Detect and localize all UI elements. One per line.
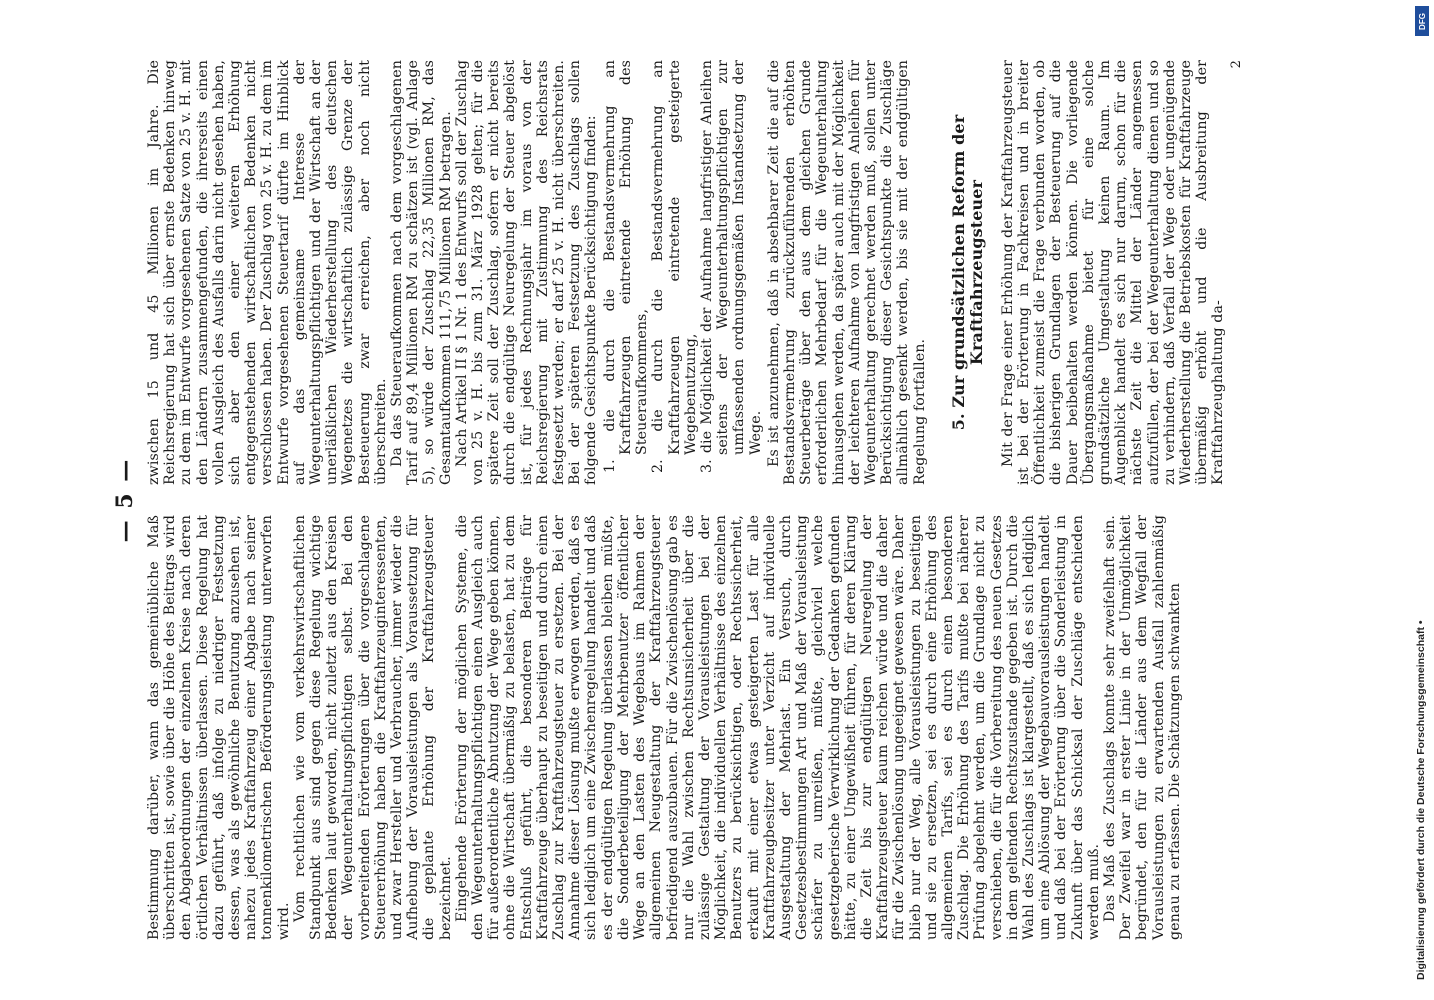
text-columns bbox=[146, 60, 1306, 940]
paragraph: Mit der Frage einer Erhöhung der Kraftfahrzeugsteuer ist bei der Erörterung in Fachkreisen und in breiter Öffentlichkeit zumeist die Frage verbunden worden, ob die bisherigen Grundlagen der Besteuerung auf die Dauer beibehalten werden können. Die vorliegende Übergangsmaßnahme bietet für eine solche grundsätzliche Umgestaltung keinen Raum. Im Augenblick handelt es sich nur darum, schon für die nächste Zeit die Mittel der Länder angemessen aufzufüllen, der bei der Wegeunterhaltung dienen und so zu verhindern, daß Verfall der Wege oder ungenügende Wiederherstellung die Betriebskosten für Kraftfahrzeuge übermäßig erhöht und die Ausbreitung der Kraftfahrzeughaltung da- bbox=[999, 60, 1227, 485]
paragraph: Da das Steueraufkommen nach dem vorgeschlagenen Tarif auf 89,4 Millionen RM zu schätzen ist (vgl. Anlage 5), so würde der Zuschlag 22,35 Millionen RM, das Gesamtaufkommen 111,75 Millionen RM betragen. bbox=[389, 60, 454, 485]
paragraph: zwischen 15 und 45 Millionen im Jahre. Die Reichsregierung hat sich über ernste Bedenken hinweg zu dem im Entwurfe vorgesehenen Satze von 25 v. H. mit den Ländern zusammengefunden, die ihrerseits einen vollen Ausgleich des Ausfalls darin nicht gesehen haben, sich aber den einer weiteren Erhöhung entgegenstehenden wirtschaftlichen Bedenken nicht verschlossen haben. Der Zuschlag von 25 v. H. zu dem im Entwurfe vorgesehenen Steuertarif dürfte im Hinblick auf das gemeinsame Interesse der Wegeunterhaltungspflichtigen und der Wirtschaft an der unerläßlichen Wiederherstellung des deutschen Wegenetzes die wirtschaftlich zulässige Grenze der Besteuerung zwar erreichen, aber noch nicht überschreiten. bbox=[146, 60, 389, 485]
digitization-credit: Digitalisierung gefördert durch die Deutsche Forschungsgemeinschaft • bbox=[1415, 620, 1427, 980]
paragraph: Bestimmung darüber, wann das gemeinübliche Maß überschritten ist, sowie über die Höhe des Beitrags wird den Abgabeordnungen der einzelnen Kreise nach deren örtlichen Verhältnissen überlassen. Diese Regelung hat dazu geführt, daß infolge zu niedriger Festsetzung dessen, was als gewöhnliche Benutzung anzusehen ist, nahezu jedes Kraftfahrzeug einer Abgabe nach seiner tonnenkilometrischen Beförderungsleistung unterworfen wird. bbox=[146, 515, 292, 940]
list-item: 2. die durch die Bestandsvermehrung an Kraftfahrzeugen eintretende gesteigerte Wegebenutzung, bbox=[650, 60, 699, 473]
digitization-sidebar bbox=[1410, 0, 1434, 1000]
paragraph: Vom rechtlichen wie vom verkehrswirtschaftlichen Standpunkt aus sind gegen diese Regelung wichtige Bedenken laut geworden, nicht zuletzt aus den Kreisen der Wegeunterhaltungspflichtigen selbst. Bei den vorbereitenden Erörterungen über die vorgeschlagene Steuererhöhung haben die Kraftfahrzeuginteressenten, und zwar Hersteller und Verbraucher, immer wieder die Aufhebung der Vorausleistungen als Voraussetzung für die geplante Erhöhung der Kraftfahrzeugsteuer bezeichnet. bbox=[291, 515, 454, 940]
rotated-document bbox=[112, 60, 1310, 940]
footer-number: 2 bbox=[1228, 60, 1244, 69]
list-item: 3. die Möglichkeit der Aufnahme langfristiger Anleihen seitens der Wegeunterhaltungspflichtigen zur umfassenden ordnungsgemäßen Instandsetzung der Wege. bbox=[698, 60, 764, 473]
paragraph: Nach Artikel II § 1 Nr. 1 des Entwurfs soll der Zuschlag von 25 v. H. bis zum 31. März 1928 gelten; für die spätere Zeit soll der Zuschlag, sofern er nicht bereits durch die endgültige Neuregelung der Steuer abgelöst ist, für jedes Rechnungsjahr im voraus von der Reichsregierung mit Zustimmung des Reichsrats festgesetzt werden; er darf 25 v. H. nicht überschreiten. Bei der späteren Festsetzung des Zuschlags sollen folgende Gesichtspunkte Berücksichtigung finden: bbox=[453, 60, 600, 485]
paragraph: Eingehende Erörterung der möglichen Systeme, die den Wegeunterhaltungspflichtigen einen Ausgleich auch für außerordentliche Abnutzung der Wege geben können, ohne die Wirtschaft übermäßig zu belasten, hat zu dem Entschluß geführt, die besonderen Beiträge für Kraftfahrzeuge überhaupt zu beseitigen und durch einen Zuschlag zur Kraftfahrzeugsteuer zu ersetzen. Bei der Annahme dieser Lösung mußte erwogen werden, daß es sich lediglich um eine Zwischenregelung handelt und daß es der endgültigen Regelung überlassen bleiben müßte, die Sonderbeteiligung der Mehrbenutzer öffentlicher Wege an den Lasten des Wegebaus im Rahmen der allgemeinen Neugestaltung der Kraftfahrzeugsteuer befriedigend auszubauen. Für die Zwischenlösung gab es nur die Wahl zwischen Rechtsunsicherheit über die zulässige Gestaltung der Vorausleistungen bei der Möglichkeit, die individuellen Verhältnisse des einzelnen Benutzers zu berücksichtigen, oder Rechtssicherheit, erkauft mit einer etwas gesteigerten Last für alle Kraftfahrzeugbesitzer unter Verzicht auf individuelle Ausgestaltung der Mehrlast. Ein Versuch, durch Gesetzesbestimmungen Art und Maß der Vorausleistung schärfer zu umreißen, müßte, gleichviel welche gesetzgeberische Verwirklichung der Gedanken gefunden hätte, zu einer Ungewißheit führen, für deren Klärung die Zeit bis zur endgültigen Neuregelung der Kraftfahrzeugsteuer kaum reichen würde und die daher für die Zwischenlösung ungeeignet gewesen wäre. Daher blieb nur der Weg, alle Vorausleistungen zu beseitigen und sie zu ersetzen, sei es durch eine Erhöhung des allgemeinen Tarifs, sei es durch einen besonderen Zuschlag. Die Erhöhung des Tarifs mußte bei näherer Prüfung abgelehnt werden, um die Grundlage nicht zu verschieben, die für die Vorbereitung des neuen Gesetzes in dem geltenden Rechtszustande gegeben ist. Durch die Wahl des Zuschlags ist klargestellt, daß es sich lediglich um eine Ablösung der Wegebauvorausleistungen handelt und daß bei der Erörterung über die Sonderleistung in Zukunft über das Schicksal der Zuschläge entschieden werden muß. bbox=[453, 515, 1102, 940]
list-item: 1. die durch die Bestandsvermehrung an Kraftfahrzeugen eintretende Erhöhung des Steueraufkommens, bbox=[601, 60, 651, 473]
section-heading: 5. Zur grundsätzlichen Reform der Kraftfahrzeugsteuer bbox=[948, 114, 986, 431]
page-number: — 5 — bbox=[112, 457, 138, 543]
criteria-list bbox=[602, 60, 764, 485]
column-right bbox=[146, 60, 1306, 485]
paragraph: Das Maß des Zuschlags konnte sehr zweifelhaft sein. Der Zweifel war in erster Linie in der Unmöglichkeit begründet, den für die Länder aus dem Wegfall der Vorausleistungen zu erwartenden Ausfall zahlenmäßig genau zu erfassen. Die Schätzungen schwankten bbox=[1101, 515, 1183, 940]
paragraph: Es ist anzunehmen, daß in absehbarer Zeit die auf die Bestandsvermehrung zurückzuführenden erhöhten Steuerbeträge über den aus dem gleichen Grunde erforderlichen Mehrbedarf für die Wegeunterhaltung hinausgehen werden, da später auch mit der Möglichkeit der leichteren Aufnahme von langfristigen Anleihen für Wegeunterhaltung gerechnet werden muß, sollen unter Berücksichtigung dieser Gesichtspunkte die Zuschläge allmählich gesenkt werden, bis sie mit der endgültigen Regelung fortfallen. bbox=[765, 60, 928, 485]
dfg-logo-text: DFG bbox=[1417, 12, 1427, 30]
column-left bbox=[146, 515, 1306, 940]
dfg-logo-icon bbox=[1415, 6, 1429, 36]
